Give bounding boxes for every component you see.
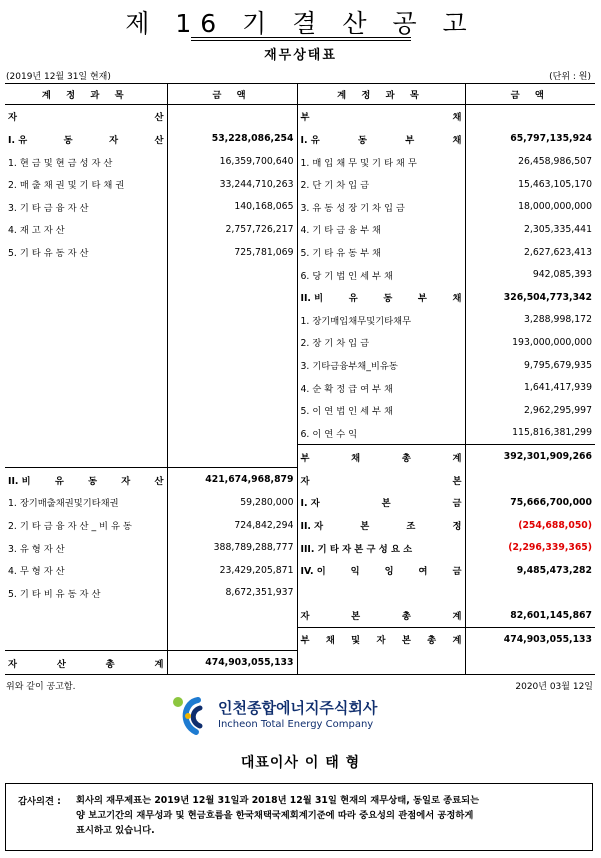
right-empty-cell bbox=[297, 582, 465, 605]
right-section-amount bbox=[465, 105, 595, 128]
right-item-amount: 2,962,295,997 bbox=[465, 399, 595, 422]
table-row bbox=[5, 491, 595, 514]
right-empty-amount bbox=[465, 582, 595, 605]
right-item-amount: 3,288,998,172 bbox=[465, 309, 595, 332]
left-empty-amount bbox=[167, 399, 297, 422]
right-subtotal-amount: 9,485,473,282 bbox=[465, 559, 595, 582]
left-item-amount: 140,168,065 bbox=[167, 196, 297, 219]
audit-opinion-text bbox=[76, 793, 479, 838]
right-item-label: 4. 순 확 정 급 여 부 채 bbox=[297, 376, 465, 399]
col-header-account-right: 계 정 과 목 bbox=[297, 84, 465, 105]
left-subtotal-amount: 474,903,055,133 bbox=[167, 651, 297, 675]
table-row bbox=[5, 604, 595, 627]
left-empty-amount bbox=[167, 627, 297, 650]
table-row bbox=[5, 651, 595, 675]
left-empty-amount bbox=[167, 604, 297, 627]
left-empty-cell bbox=[5, 604, 167, 627]
table-row bbox=[5, 376, 595, 399]
right-item-amount: 193,000,000,000 bbox=[465, 331, 595, 354]
right-subtotal-label: 자 본 총 계 bbox=[297, 604, 465, 627]
table-row bbox=[5, 468, 595, 491]
right-subtotal-label: I. 자 본 금 bbox=[297, 491, 465, 514]
ceo-signature: 대표이사 이 태 형 bbox=[240, 755, 361, 771]
title-underline-2 bbox=[191, 40, 411, 41]
table-row bbox=[5, 241, 595, 264]
right-subtotal-label: II. 비 유 동 부 채 bbox=[297, 286, 465, 309]
left-empty-cell bbox=[5, 445, 167, 468]
col-header-amount-right: 금 액 bbox=[465, 84, 595, 105]
table-row bbox=[5, 128, 595, 151]
right-item-label: 1. 매 입 채 무 및 기 타 채 무 bbox=[297, 150, 465, 173]
left-section-amount bbox=[167, 105, 297, 128]
left-item-amount: 8,672,351,937 bbox=[167, 582, 297, 605]
table-row bbox=[5, 422, 595, 445]
left-item-label: 3. 기 타 금 융 자 산 bbox=[8, 202, 89, 214]
right-item-amount: 2,627,623,413 bbox=[465, 241, 595, 264]
left-empty-cell bbox=[5, 309, 167, 332]
left-item-label: 2. 매 출 채 권 및 기 타 채 권 bbox=[8, 180, 125, 192]
right-item-label: 3. 유 동 성 장 기 차 입 금 bbox=[297, 196, 465, 219]
right-item-label: 6. 당 기 법 인 세 부 채 bbox=[297, 263, 465, 286]
left-subtotal-label: II. 비 유 동 자 산 bbox=[5, 468, 167, 491]
left-item-label: 4. 재 고 자 산 bbox=[8, 225, 65, 237]
left-item-label: 4. 무 형 자 산 bbox=[8, 566, 65, 578]
table-row bbox=[5, 150, 595, 173]
table-row bbox=[5, 445, 595, 468]
table-row bbox=[5, 354, 595, 377]
audit-line: 회사의 재무제표는 2019년 12월 31일과 2018년 12월 31일 현재의 재무상태, 동일로 종료되는 bbox=[76, 795, 480, 806]
right-subtotal-amount: 75,666,700,000 bbox=[465, 491, 595, 514]
audit-opinion-label: 감사의견 : bbox=[18, 796, 61, 807]
announcement-date: 2020년 03월 12일 bbox=[515, 682, 593, 692]
left-item-label: 3. 유 형 자 산 bbox=[8, 543, 65, 555]
left-subtotal-amount: 53,228,086,254 bbox=[167, 128, 297, 151]
right-item-label: 2. 장 기 차 입 금 bbox=[297, 331, 465, 354]
table-row bbox=[5, 196, 595, 219]
col-header-account-left: 계 정 과 목 bbox=[5, 84, 167, 105]
right-subtotal-label: I. 유 동 부 채 bbox=[297, 128, 465, 151]
left-subtotal-label: 자 산 총 계 bbox=[5, 651, 167, 675]
right-item-amount: 942,085,393 bbox=[465, 263, 595, 286]
statement-title: 재무상태표 bbox=[264, 48, 337, 63]
right-subtotal-amount: 474,903,055,133 bbox=[465, 627, 595, 650]
table-row bbox=[5, 559, 595, 582]
right-section-label: 자 본 bbox=[297, 468, 465, 491]
col-header-amount-left: 금 액 bbox=[167, 84, 297, 105]
table-row bbox=[5, 536, 595, 559]
left-empty-amount bbox=[167, 286, 297, 309]
left-item-label: 5. 기 타 비 유 동 자 산 bbox=[8, 588, 101, 600]
right-item-label: 5. 기 타 유 동 부 채 bbox=[297, 241, 465, 264]
left-item-amount: 2,757,726,217 bbox=[167, 218, 297, 241]
right-subtotal-label: 부 채 및 자 본 총 계 bbox=[297, 627, 465, 650]
right-item-label: 6. 이 연 수 익 bbox=[297, 422, 465, 445]
right-subtotal-amount: (254,688,050) bbox=[465, 514, 595, 537]
left-empty-amount bbox=[167, 309, 297, 332]
page-title: 제 16 기 결 산 공 고 bbox=[125, 9, 476, 38]
right-subtotal-label: III. 기 타 자 본 구 성 요 소 bbox=[297, 536, 465, 559]
right-empty-amount bbox=[465, 651, 595, 675]
left-empty-amount bbox=[167, 422, 297, 445]
right-subtotal-amount: 392,301,909,266 bbox=[465, 445, 595, 468]
left-item-amount: 16,359,700,640 bbox=[167, 150, 297, 173]
left-empty-amount bbox=[167, 445, 297, 468]
left-item-label: 1. 장기매출채권및기타채권 bbox=[8, 498, 119, 510]
left-empty-amount bbox=[167, 354, 297, 377]
left-empty-cell bbox=[5, 422, 167, 445]
table-row bbox=[5, 218, 595, 241]
right-subtotal-label: IV. 이 익 잉 여 금 bbox=[297, 559, 465, 582]
balance-sheet-table bbox=[5, 83, 595, 675]
right-item-label: 1. 장기매입채무및기타채무 bbox=[297, 309, 465, 332]
table-row bbox=[5, 286, 595, 309]
left-item-label: 1. 현 금 및 현 금 성 자 산 bbox=[8, 157, 113, 169]
left-item-amount: 33,244,710,263 bbox=[167, 173, 297, 196]
left-empty-cell bbox=[5, 331, 167, 354]
table-row bbox=[5, 331, 595, 354]
left-item-amount: 388,789,288,777 bbox=[167, 536, 297, 559]
company-name-english: Incheon Total Energy Company bbox=[218, 719, 374, 730]
left-item-label: 5. 기 타 유 동 자 산 bbox=[8, 248, 89, 260]
unit-label: (단위 : 원) bbox=[549, 72, 591, 82]
company-name-korean: 인천종합에너지주식회사 bbox=[218, 699, 378, 717]
left-empty-amount bbox=[167, 331, 297, 354]
right-item-amount: 18,000,000,000 bbox=[465, 196, 595, 219]
table-row bbox=[5, 627, 595, 650]
left-item-amount: 59,280,000 bbox=[167, 491, 297, 514]
right-subtotal-amount: 65,797,135,924 bbox=[465, 128, 595, 151]
audit-line: 양 보고기간의 재무성과 및 현금흐름을 한국채택국제회계기준에 따라 중요성의 관점에서 공정하게 bbox=[76, 810, 474, 821]
table-row bbox=[5, 105, 595, 128]
right-item-amount: 26,458,986,507 bbox=[465, 150, 595, 173]
announcement-note: 위와 같이 공고함. bbox=[6, 682, 76, 692]
audit-opinion-box bbox=[5, 783, 593, 851]
left-empty-cell bbox=[5, 627, 167, 650]
table-row bbox=[5, 263, 595, 286]
left-item-amount: 23,429,205,871 bbox=[167, 559, 297, 582]
left-subtotal-amount: 421,674,968,879 bbox=[167, 468, 297, 491]
company-emblem-icon bbox=[170, 694, 214, 738]
left-section-label: 자 산 bbox=[8, 112, 164, 124]
right-item-amount: 2,305,335,441 bbox=[465, 218, 595, 241]
table-row bbox=[5, 399, 595, 422]
table-row bbox=[5, 582, 595, 605]
company-logo bbox=[170, 694, 430, 738]
right-item-amount: 9,795,679,935 bbox=[465, 354, 595, 377]
right-subtotal-label: 부 채 총 계 bbox=[297, 445, 465, 468]
right-item-amount: 1,641,417,939 bbox=[465, 376, 595, 399]
title-underline bbox=[191, 37, 411, 38]
left-item-label: 2. 기 타 금 융 자 산 _ 비 유 동 bbox=[8, 521, 132, 533]
right-item-amount: 15,463,105,170 bbox=[465, 173, 595, 196]
right-subtotal-amount: (2,296,339,365) bbox=[465, 536, 595, 559]
table-row bbox=[5, 309, 595, 332]
left-subtotal-label: I. 유 동 자 산 bbox=[8, 134, 164, 146]
right-subtotal-amount: 326,504,773,342 bbox=[465, 286, 595, 309]
left-empty-cell bbox=[5, 263, 167, 286]
audit-line: 표시하고 있습니다. bbox=[76, 825, 155, 836]
table-row bbox=[5, 173, 595, 196]
left-empty-cell bbox=[5, 354, 167, 377]
left-item-amount: 725,781,069 bbox=[167, 241, 297, 264]
table-row bbox=[5, 514, 595, 537]
as-of-date: (2019년 12월 31일 현재) bbox=[6, 72, 111, 82]
right-subtotal-label: II. 자 본 조 정 bbox=[297, 514, 465, 537]
right-section-amount bbox=[465, 468, 595, 491]
left-empty-cell bbox=[5, 399, 167, 422]
right-subtotal-amount: 82,601,145,867 bbox=[465, 604, 595, 627]
left-empty-cell bbox=[5, 286, 167, 309]
left-empty-amount bbox=[167, 376, 297, 399]
left-empty-cell bbox=[5, 376, 167, 399]
right-section-label: 부 채 bbox=[297, 105, 465, 128]
right-item-label: 4. 기 타 금 융 부 채 bbox=[297, 218, 465, 241]
right-item-label: 2. 단 기 차 입 금 bbox=[297, 173, 465, 196]
left-empty-amount bbox=[167, 263, 297, 286]
right-item-label: 3. 기타금융부채_비유동 bbox=[297, 354, 465, 377]
right-item-amount: 115,816,381,299 bbox=[465, 422, 595, 445]
right-empty-cell bbox=[297, 651, 465, 675]
right-item-label: 5. 이 연 법 인 세 부 채 bbox=[297, 399, 465, 422]
left-item-amount: 724,842,294 bbox=[167, 514, 297, 537]
